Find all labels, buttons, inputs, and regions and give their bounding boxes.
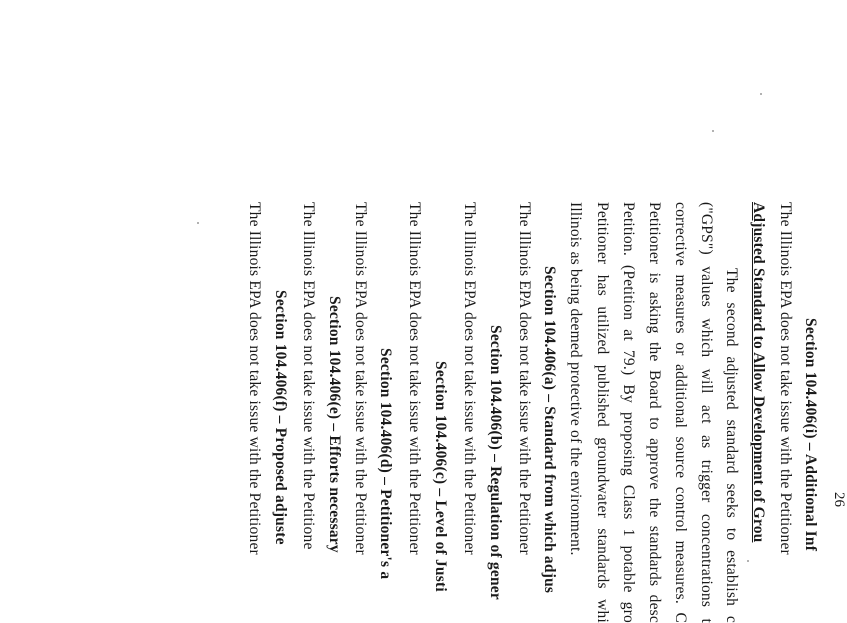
paragraph-line: Petitioner has utilized published groundwater standards whi [594, 202, 611, 623]
heading-section-104-406-b: Section 104.406(b) – Regulation of gener [487, 325, 504, 600]
heading-section-104-406-e: Section 104.406(e) – Efforts necessary [326, 296, 343, 553]
paragraph-line: The Illinois EPA does not take issue with the Petitioner [461, 202, 478, 555]
scan-speck [712, 130, 714, 132]
heading-section-104-406-d: Section 104.406(d) – Petitioner's a [377, 348, 394, 580]
paragraph-line: The Illinois EPA does not take issue with the Petitioner [246, 202, 263, 555]
scan-speck [760, 93, 762, 95]
scan-speck [197, 222, 199, 224]
paragraph-line: The Illinois EPA does not take issue with the Petitioner [516, 202, 533, 555]
heading-section-104-406-a: Section 104.406(a) – Standard from which adjus [541, 266, 558, 594]
heading-section-104-406-i: Section 104.406(i) – Additional Inf [802, 318, 819, 552]
paragraph-line: Illinois as being deemed protective of the environment. [567, 202, 584, 556]
paragraph-line: Petition. (Petition at 79.) By proposing Class 1 potable gro [620, 202, 637, 623]
paragraph-line: Petitioner is asking the Board to approve the standards desc [646, 202, 663, 623]
heading-adjusted-standard: Adjusted Standard to Allow Development of Grou [750, 202, 767, 543]
scan-speck [747, 560, 749, 562]
paragraph-line: The Illinois EPA does not take issue with the Petitione [300, 202, 317, 550]
heading-section-104-406-f: Section 104.406(f) – Proposed adjuste [272, 290, 289, 545]
paragraph-line: The Illinois EPA does not take issue with the Petitioner [777, 202, 794, 555]
paragraph-line: The second adjusted standard seeks to establish c [723, 268, 740, 623]
heading-section-104-406-c: Section 104.406(c) – Level of Justi [432, 361, 449, 592]
paragraph-line: ("GPS") values which will act as trigger concentrations t [698, 202, 715, 623]
paragraph-line: corrective measures or additional source control measures. C [672, 202, 689, 623]
paragraph-line: The Illinois EPA does not take issue with the Petitioner [352, 202, 369, 555]
page-number: 26 [831, 492, 847, 507]
paragraph-line: The Illinois EPA does not take issue with the Petitioner [406, 202, 423, 555]
